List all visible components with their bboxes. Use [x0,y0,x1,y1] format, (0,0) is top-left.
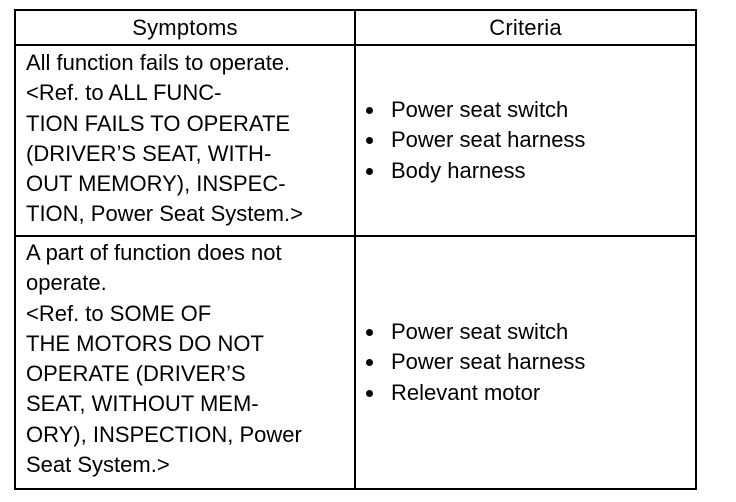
symptom-line: <Ref. to ALL FUNC- [26,80,222,106]
criteria-item [366,347,695,378]
diagnosis-table [14,9,697,490]
criteria-text: Power seat switch [391,318,569,344]
criteria-list [366,95,695,187]
criteria-text: Relevant motor [391,379,541,405]
symptom-line: SEAT, WITHOUT MEM- [26,391,259,417]
criteria-item [366,156,695,187]
bullet-icon [366,359,373,366]
symptom-line: <Ref. to SOME OF [26,300,212,326]
header-criteria: Criteria [355,10,696,45]
table-row [15,236,696,489]
criteria-cell [355,45,696,236]
table-row [15,45,696,236]
criteria-item [366,95,695,126]
criteria-list [366,317,695,409]
symptom-line: OUT MEMORY), INSPEC- [26,171,286,197]
symptom-line: THE MOTORS DO NOT [26,330,264,356]
bullet-icon [366,168,373,175]
criteria-item [366,125,695,156]
bullet-icon [366,329,373,336]
symptom-line: All function fails to operate. [26,50,291,75]
criteria-text: Power seat harness [391,349,586,375]
criteria-text: Power seat switch [391,96,569,122]
symptom-line: TION FAILS TO OPERATE [26,110,291,136]
criteria-item [366,378,695,409]
symptom-line: Seat System.> [26,452,170,478]
criteria-cell [355,236,696,489]
symptom-line: TION, Power Seat System.> [26,201,303,227]
criteria-text: Body harness [391,157,526,183]
symptom-line: ORY), INSPECTION, Power [26,421,302,447]
symptom-line: OPERATE (DRIVER’S [26,361,246,387]
criteria-item [366,317,695,348]
bullet-icon [366,107,373,114]
symptom-line: (DRIVER’S SEAT, WITH- [26,140,272,166]
table-header-row [15,10,696,45]
bullet-icon [366,137,373,144]
symptom-line: operate. [26,270,107,296]
header-symptoms: Symptoms [15,10,355,45]
bullet-icon [366,390,373,397]
symptom-line: A part of function does not [26,240,282,265]
symptom-cell [15,236,355,489]
symptom-cell [15,45,355,236]
criteria-text: Power seat harness [391,127,586,153]
